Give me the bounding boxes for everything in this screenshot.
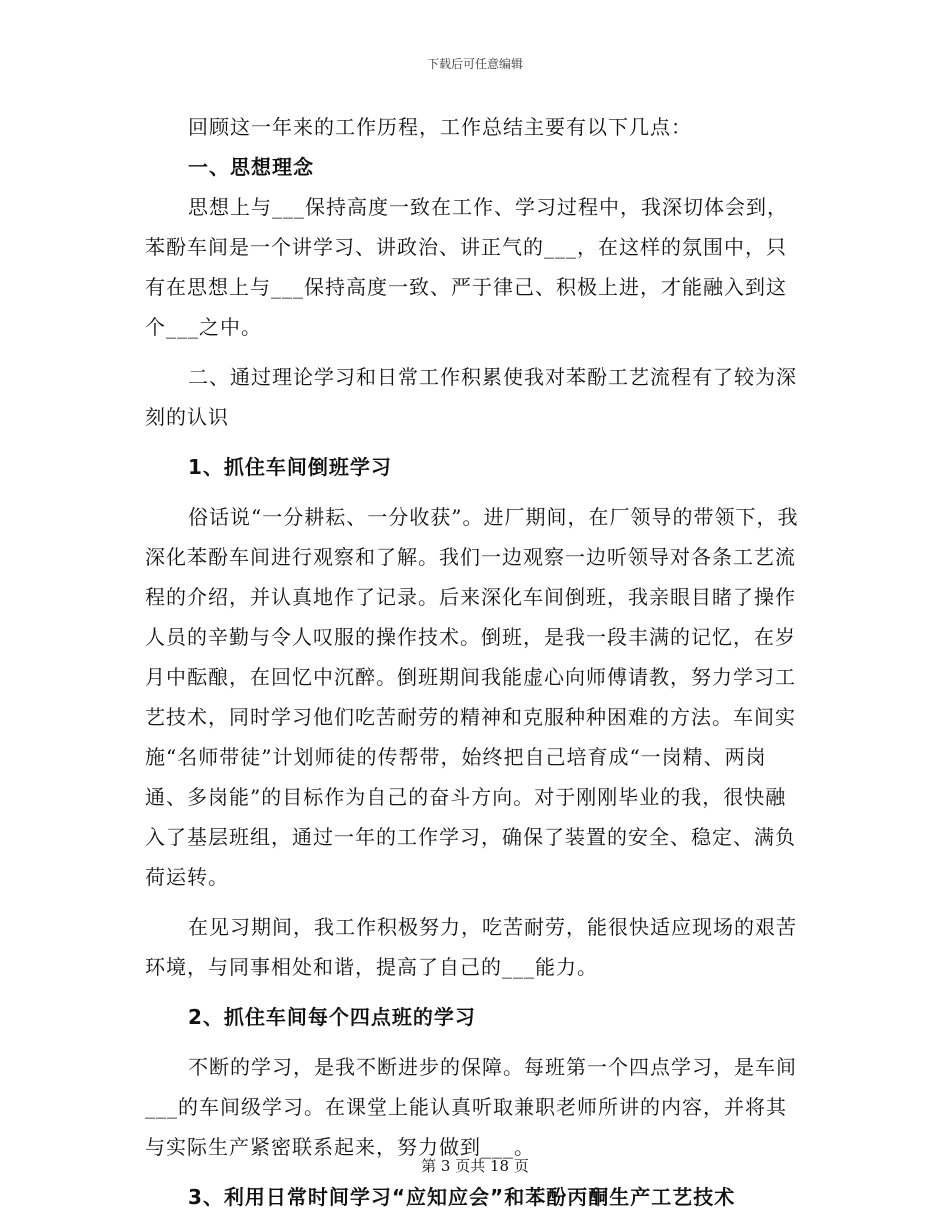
page-footer-number: 第 3 页共 18 页 — [421, 1157, 529, 1175]
paragraph-four-pm-study: 不断的学习，是我不断进步的保障。每班第一个四点学习，是车间___的车间级学习。在课堂上能认真听取兼职老师所讲的内容，并将其与实际生产紧密联系起来，努力做到___。 — [145, 1055, 797, 1159]
paragraph-internship: 在见习期间，我工作积极努力，吃苦耐劳，能很快适应现场的艰苦环境，与同事相处和谐，提高了自己的___能力。 — [145, 915, 797, 979]
subsection-heading-four-pm-study: 2、抓住车间每个四点班的学习 — [188, 1005, 476, 1029]
subsection-heading-shift-study: 1、抓住车间倒班学习 — [188, 455, 392, 479]
paragraph-intro: 回顾这一年来的工作历程，工作总结主要有以下几点： — [188, 115, 692, 139]
section-heading-ideology: 一、思想理念 — [188, 155, 314, 179]
paragraph-shift-study: 俗话说“一分耕耘、一分收获”。进厂期间，在厂领导的带领下，我深化苯酚车间进行观察和了解。我们一边观察一边听领导对各条工艺流程的介绍，并认真地作了记录。后来深化车间倒班，我亲眼目睹了操作人员的辛勤与令人叹服的操作技术。倒班，是我一段丰满的记忆，在岁月中酝酿，在回忆中沉醉。倒班期间我能虚心向师傅请教，努力学习工艺技术，同时学习他们吃苦耐劳的精神和克服种种困难的方法。车间实施“名师带徒”计划师徒的传帮带，始终把自己培育成“一岗精、两岗通、多岗能”的目标作为自己的奋斗方向。对于刚刚毕业的我，很快融入了基层班组，通过一年的工作学习，确保了装置的安全、稳定、满负荷运转。 — [145, 505, 799, 889]
page-header-note: 下载后可任意编辑 — [426, 57, 523, 71]
section-heading-theory: 二、通过理论学习和日常工作积累使我对苯酚工艺流程有了较为深刻的认识 — [145, 365, 797, 429]
paragraph-ideology: 思想上与___保持高度一致在工作、学习过程中，我深切体会到，苯酚车间是一个讲学习、讲政治、讲正气的___，在这样的氛围中，只有在思想上与___保持高度一致、严于律己、积极上进，才能融入到这个___之中。 — [145, 195, 788, 339]
document-body — [145, 107, 805, 1217]
subsection-heading-daily-study: 3、利用日常时间学习“应知应会”和苯酚丙酮生产工艺技术 — [188, 1185, 736, 1209]
